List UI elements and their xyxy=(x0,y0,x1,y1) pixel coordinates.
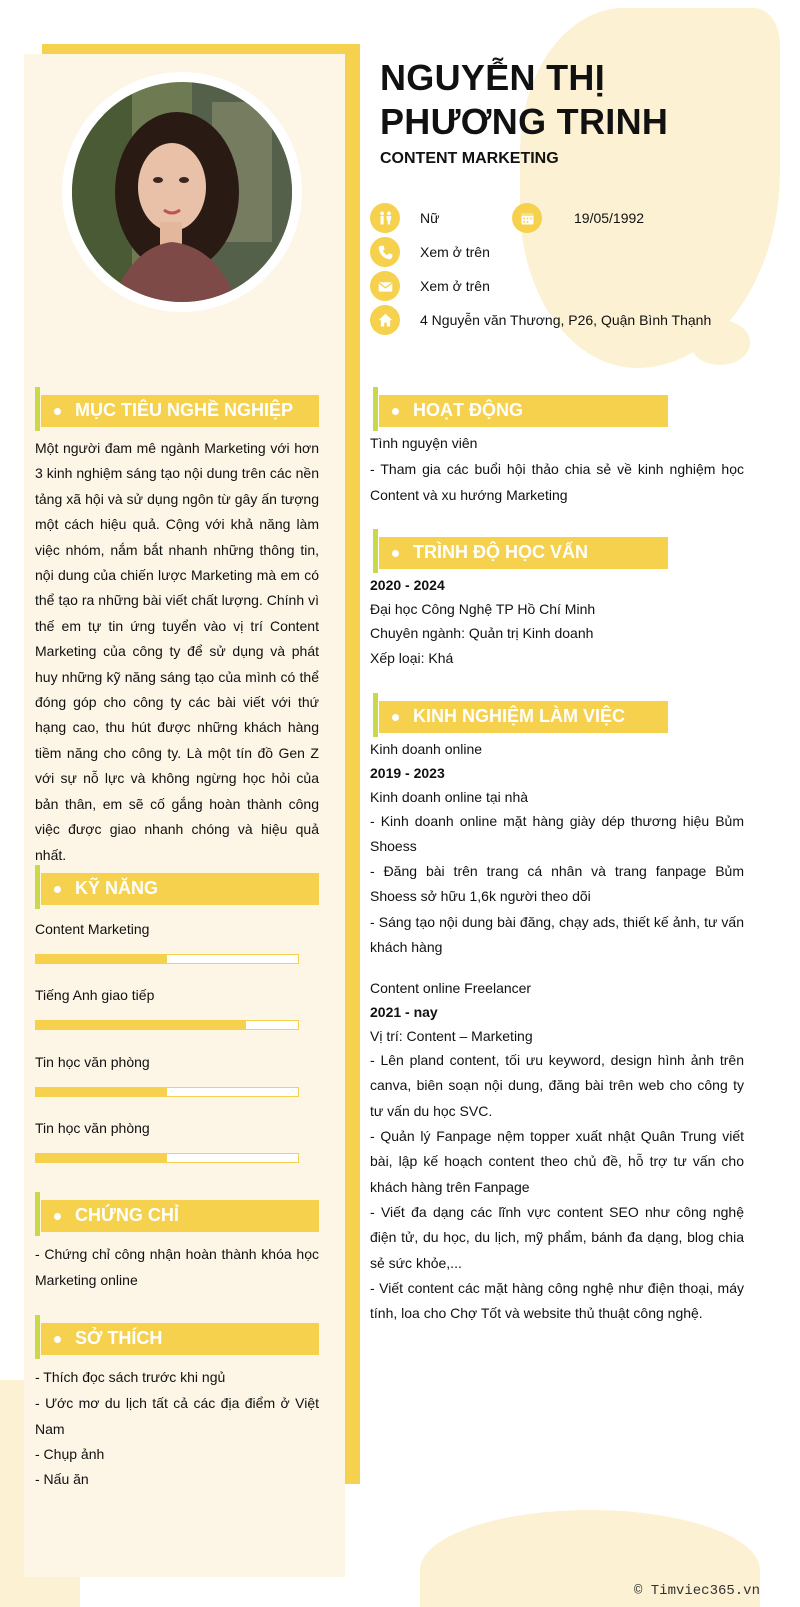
section-header-hobbies xyxy=(35,1323,319,1357)
job-detail: - Quản lý Fanpage nệm topper xuất nhật Quân Trung viết bài, lập kế hoạch content theo chủ đề, hỗ trợ tư vấn cho khách hàng trên Fanpage xyxy=(370,1128,744,1195)
email-value: Xem ở trên xyxy=(420,278,490,294)
email-row xyxy=(370,271,490,301)
objective-text: Một người đam mê ngành Marketing với hơn 3 kinh nghiệm sáng tạo nội dung trên các nền tảng xã hội và sử dụng ngôn từ gây ấn tượng một cách hiệu quả. Cộng với khả năng làm việc nhóm, nắm bắt nhanh những thông tin, nội dung của chiến lược Marketing mà em có thể tạo ra những bài viết chất lượng. Chính vì thế em tự tin ứng tuyển vào vị trí Content Marketing của công ty để sử dụng và phát huy những kỹ năng sáng tạo của mình có thể đóng góp cho công ty các bài viết với thứ hạng cao, thu hút được những khách hàng tiềm năng cho công ty. Là một tín đồ Gen Z với sự nỗ lực và không ngừng học hỏi của bản thân, em sẽ cố gắng hoàn thành công việc được giao nhanh chóng và hiệu quả nhất. xyxy=(35,440,319,863)
skill-bar xyxy=(35,1087,299,1097)
hobby-item: - Thích đọc sách trước khi ngủ xyxy=(35,1369,226,1385)
job-years: 2019 - 2023 xyxy=(370,765,445,781)
job-role: Vị trí: Content – Marketing xyxy=(370,1028,533,1044)
section-header-experience xyxy=(373,701,668,735)
hobby-item: - Ước mơ du lịch tất cả các địa điểm ở Việt Nam xyxy=(35,1395,319,1437)
job-role: Kinh doanh online tại nhà xyxy=(370,789,529,805)
section-header-education xyxy=(373,537,668,571)
section-title: TRÌNH ĐỘ HỌC VẤN xyxy=(413,542,588,562)
section-title: KỸ NĂNG xyxy=(75,878,159,898)
job-detail: - Kinh doanh online mặt hàng giày dép thương hiệu Bủm Shoess xyxy=(370,813,744,855)
skill-name: Tiếng Anh giao tiếp xyxy=(35,987,155,1003)
skill-level xyxy=(36,955,167,963)
education-major: Chuyên ngành: Quản trị Kinh doanh xyxy=(370,625,594,641)
birthday-row xyxy=(512,203,644,233)
job-detail: - Lên pland content, tối ưu keyword, design hình ảnh trên canva, biên soạn nội dung, đăng bài trên web cho công ty tư vấn du học SVC. xyxy=(370,1052,744,1119)
skill-bar xyxy=(35,954,299,964)
skill-level xyxy=(36,1154,167,1162)
education-grade: Xếp loại: Khá xyxy=(370,650,454,666)
skill-bar xyxy=(35,1020,299,1030)
home-icon xyxy=(370,305,400,335)
address-value: 4 Nguyễn văn Thương, P26, Quận Bình Thạnh xyxy=(420,312,712,328)
phone-icon xyxy=(370,237,400,267)
gender-row xyxy=(370,203,439,233)
education-years: 2020 - 2024 xyxy=(370,577,445,593)
phone-value: Xem ở trên xyxy=(420,244,490,260)
activity-desc: - Tham gia các buổi hội thảo chia sẻ về kinh nghiệm học Content và xu hướng Marketing xyxy=(370,461,744,503)
hobby-item: - Nấu ăn xyxy=(35,1471,89,1487)
section-title: MỤC TIÊU NGHỀ NGHIỆP xyxy=(75,400,294,420)
avatar xyxy=(72,82,292,302)
gender-icon xyxy=(370,203,400,233)
job-company: Kinh doanh online xyxy=(370,741,483,757)
certificates-text: - Chứng chỉ công nhận hoàn thành khóa học Marketing online xyxy=(35,1246,319,1288)
job-detail: - Viết đa dạng các lĩnh vực content SEO như công nghệ điện tử, du học, du lịch, mỹ phẩm, bánh đa dạng, blog chia sẻ sức khỏe,... xyxy=(370,1204,744,1271)
skill-name: Content Marketing xyxy=(35,921,150,937)
section-title: SỞ THÍCH xyxy=(75,1328,163,1348)
job-years: 2021 - nay xyxy=(370,1004,438,1020)
address-row xyxy=(370,305,711,335)
job-title: CONTENT MARKETING xyxy=(380,150,559,167)
phone-row xyxy=(370,237,490,267)
watermark: © Timviec365.vn xyxy=(633,1583,760,1599)
skill-level xyxy=(36,1021,246,1029)
job-detail: - Sáng tạo nội dung bài đăng, chạy ads, thiết kế ảnh, tư vấn khách hàng xyxy=(370,914,744,956)
candidate-name: NGUYỄN THỊ PHƯƠNG TRINH xyxy=(380,57,669,142)
birthday-value: 19/05/1992 xyxy=(574,210,645,226)
skill-name: Tin học văn phòng xyxy=(35,1120,150,1136)
section-title: KINH NGHIỆM LÀM VIỆC xyxy=(413,706,626,726)
job-company: Content online Freelancer xyxy=(370,980,532,996)
education-school: Đại học Công Nghệ TP Hồ Chí Minh xyxy=(370,601,596,617)
job-detail: - Đăng bài trên trang cá nhân và trang fanpage Bủm Shoess sở hữu 1,6k người theo dõi xyxy=(370,863,744,905)
skill-name: Tin học văn phòng xyxy=(35,1054,150,1070)
section-title: CHỨNG CHỈ xyxy=(75,1205,179,1225)
skill-level xyxy=(36,1088,167,1096)
skill-bar xyxy=(35,1153,299,1163)
section-header-activities xyxy=(373,395,668,429)
gender-value: Nữ xyxy=(420,210,440,226)
activity-org: Tình nguyện viên xyxy=(370,435,478,451)
hobby-item: - Chụp ảnh xyxy=(35,1446,105,1462)
email-icon xyxy=(370,271,400,301)
calendar-icon xyxy=(512,203,542,233)
section-title: HOẠT ĐỘNG xyxy=(413,400,523,420)
section-header-objective xyxy=(35,395,319,429)
job-detail: - Viết content các mặt hàng công nghệ như điện thoại, máy tính, loa cho Chợ Tốt và website thủ thuật công nghệ. xyxy=(370,1280,744,1322)
section-header-skills xyxy=(35,873,319,907)
section-header-certificates xyxy=(35,1200,319,1234)
